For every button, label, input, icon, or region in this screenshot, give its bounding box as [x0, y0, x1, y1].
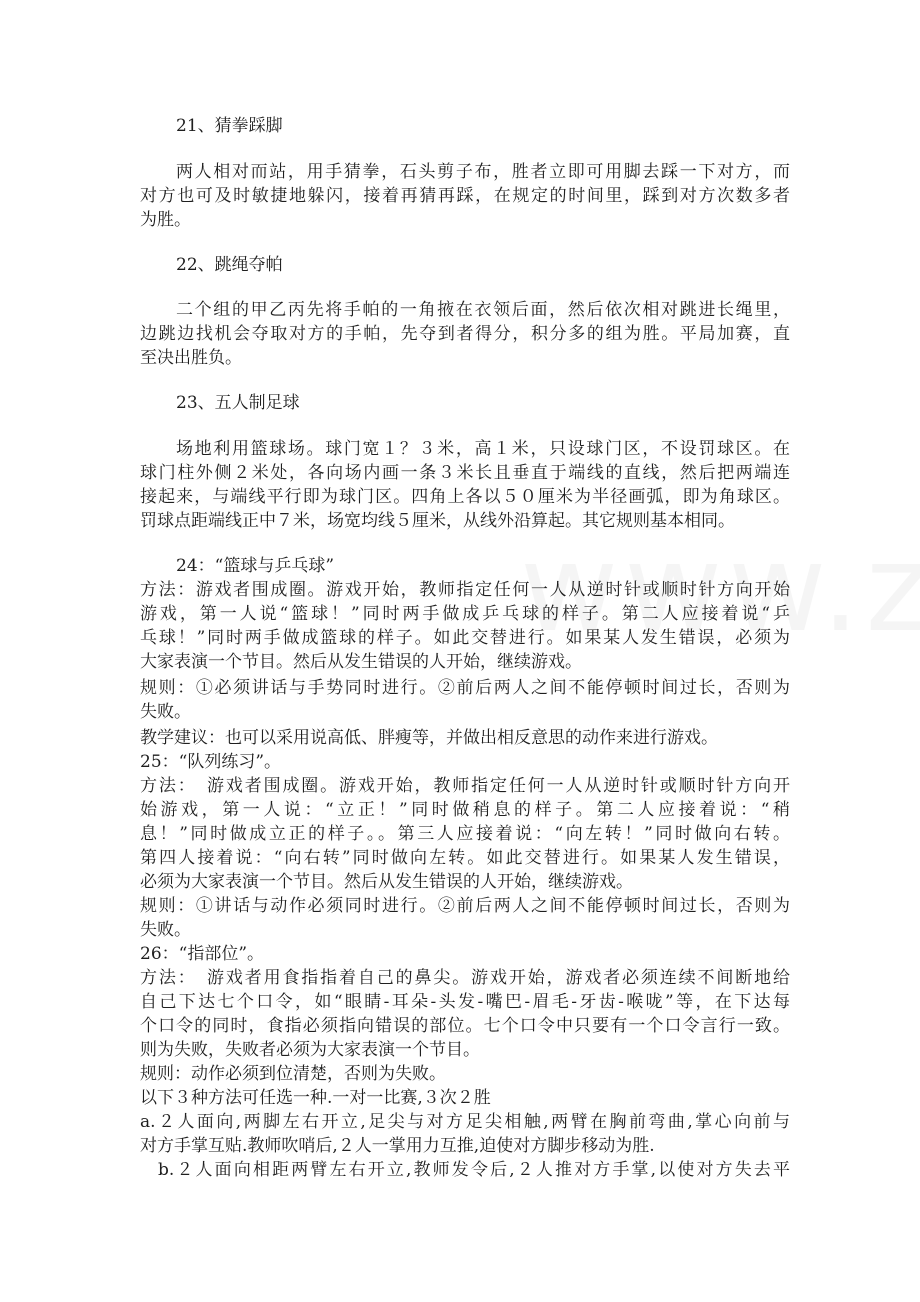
- paragraph-line: 始游戏，第一人说：“立正！”同时做稍息的样子。第二人应接着说：“稍: [140, 800, 790, 820]
- paragraph-line: 第四人接着说：“向右转”同时做向左转。如此交替进行。如果某人发生错误，: [140, 848, 790, 868]
- paragraph-line: 罚球点距端线正中７米，场宽均线５厘米，从线外沿算起。其它规则基本相同。: [140, 511, 735, 531]
- paragraph-line: 两人相对而站，用手猜拳，石头剪子布，胜者立即可用脚去踩一下对方，而: [176, 162, 790, 182]
- paragraph-line: 接起来，与端线平行即为球门区。四角上各以５０厘米为半径画弧，即为角球区。: [140, 487, 790, 507]
- paragraph-line: 二个组的甲乙丙先将手帕的一角掖在衣领后面，然后依次相对跳进长绳里，: [176, 300, 790, 320]
- section-21-title: 21、猜拳踩脚: [176, 116, 283, 136]
- paragraph-line: 规则：动作必须到位清楚，否则为失败。: [140, 1064, 446, 1084]
- paragraph-line: 息！”同时做成立正的样子。。第三人应接着说：“向左转！”同时做向右转。: [140, 824, 790, 844]
- paragraph-line: 必须为大家表演一个节目。然后从发生错误的人开始，继续游戏。: [140, 872, 633, 892]
- paragraph-line: 方法：游戏者围成圈。游戏开始，教师指定任何一人从逆时针或顺时针方向开始: [140, 580, 790, 600]
- paragraph-line: 乓球！”同时两手做成篮球的样子。如此交替进行。如果某人发生错误，必须为: [140, 628, 790, 648]
- paragraph-line: 至决出胜负。: [140, 348, 242, 368]
- paragraph-line: b.２人面向相距两臂左右开立,教师发令后,２人推对方手掌,以使对方失去平: [158, 1160, 790, 1180]
- paragraph-line: 球门柱外侧２米处，各向场内画一条３米长且垂直于端线的直线，然后把两端连: [140, 463, 790, 483]
- paragraph-line: 游戏，第一人说“篮球！”同时两手做成乒乓球的样子。第二人应接着说“乒: [140, 604, 790, 624]
- section-23-title: 23、五人制足球: [176, 393, 300, 413]
- paragraph-line: 对方手掌互贴.教师吹哨后,２人一掌用力互推,迫使对方脚步移动为胜.: [140, 1136, 655, 1156]
- paragraph-line: 方法： 游戏者用食指指着自己的鼻尖。游戏开始，游戏者必须连续不间断地给: [140, 968, 790, 988]
- paragraph-line: 规则：①讲话与动作必须同时进行。②前后两人之间不能停顿时间过长，否则为: [140, 896, 790, 916]
- paragraph-line: 失败。: [140, 702, 191, 722]
- section-22-title: 22、跳绳夺帕: [176, 255, 283, 275]
- paragraph-line: 自己下达七个口令，如“眼睛-耳朵-头发-嘴巴-眉毛-牙齿-喉咙”等，在下达每: [140, 992, 790, 1012]
- paragraph-line: 以下３种方法可任选一种.一对一比赛,３次２胜: [140, 1088, 491, 1108]
- section-24-title: 24：“篮球与乒乓球”: [176, 556, 335, 576]
- paragraph-line: 教学建议：也可以采用说高低、胖瘦等，并做出相反意思的动作来进行游戏。: [140, 728, 718, 748]
- section-26-title: 26：“指部位”。: [140, 944, 265, 964]
- paragraph-line: 场地利用篮球场。球门宽１？３米，高１米，只设球门区，不设罚球区。在: [176, 439, 790, 459]
- section-25-title: 25：“队列练习”。: [140, 752, 282, 772]
- paragraph-line: 规则：①必须讲话与手势同时进行。②前后两人之间不能停顿时间过长，否则为: [140, 678, 790, 698]
- paragraph-line: 大家表演一个节目。然后从发生错误的人开始，继续游戏。: [140, 652, 582, 672]
- paragraph-line: 失败。: [140, 920, 191, 940]
- paragraph-line: a.２人面向,两脚左右开立,足尖与对方足尖相触,两臂在胸前弯曲,掌心向前与: [140, 1112, 790, 1132]
- paragraph-line: 对方也可及时敏捷地躲闪，接着再猜再踩，在规定的时间里，踩到对方次数多者: [140, 186, 790, 206]
- paragraph-line: 边跳边找机会夺取对方的手帕，先夺到者得分，积分多的组为胜。平局加赛，直: [140, 324, 790, 344]
- paragraph-line: 则为失败，失败者必须为大家表演一个节目。: [140, 1040, 480, 1060]
- paragraph-line: 个口令的同时，食指必须指向错误的部位。七个口令中只要有一个口令言行一致。: [140, 1016, 790, 1036]
- paragraph-line: 为胜。: [140, 210, 191, 230]
- paragraph-line: 方法： 游戏者围成圈。游戏开始，教师指定任何一人从逆时针或顺时针方向开: [140, 776, 790, 796]
